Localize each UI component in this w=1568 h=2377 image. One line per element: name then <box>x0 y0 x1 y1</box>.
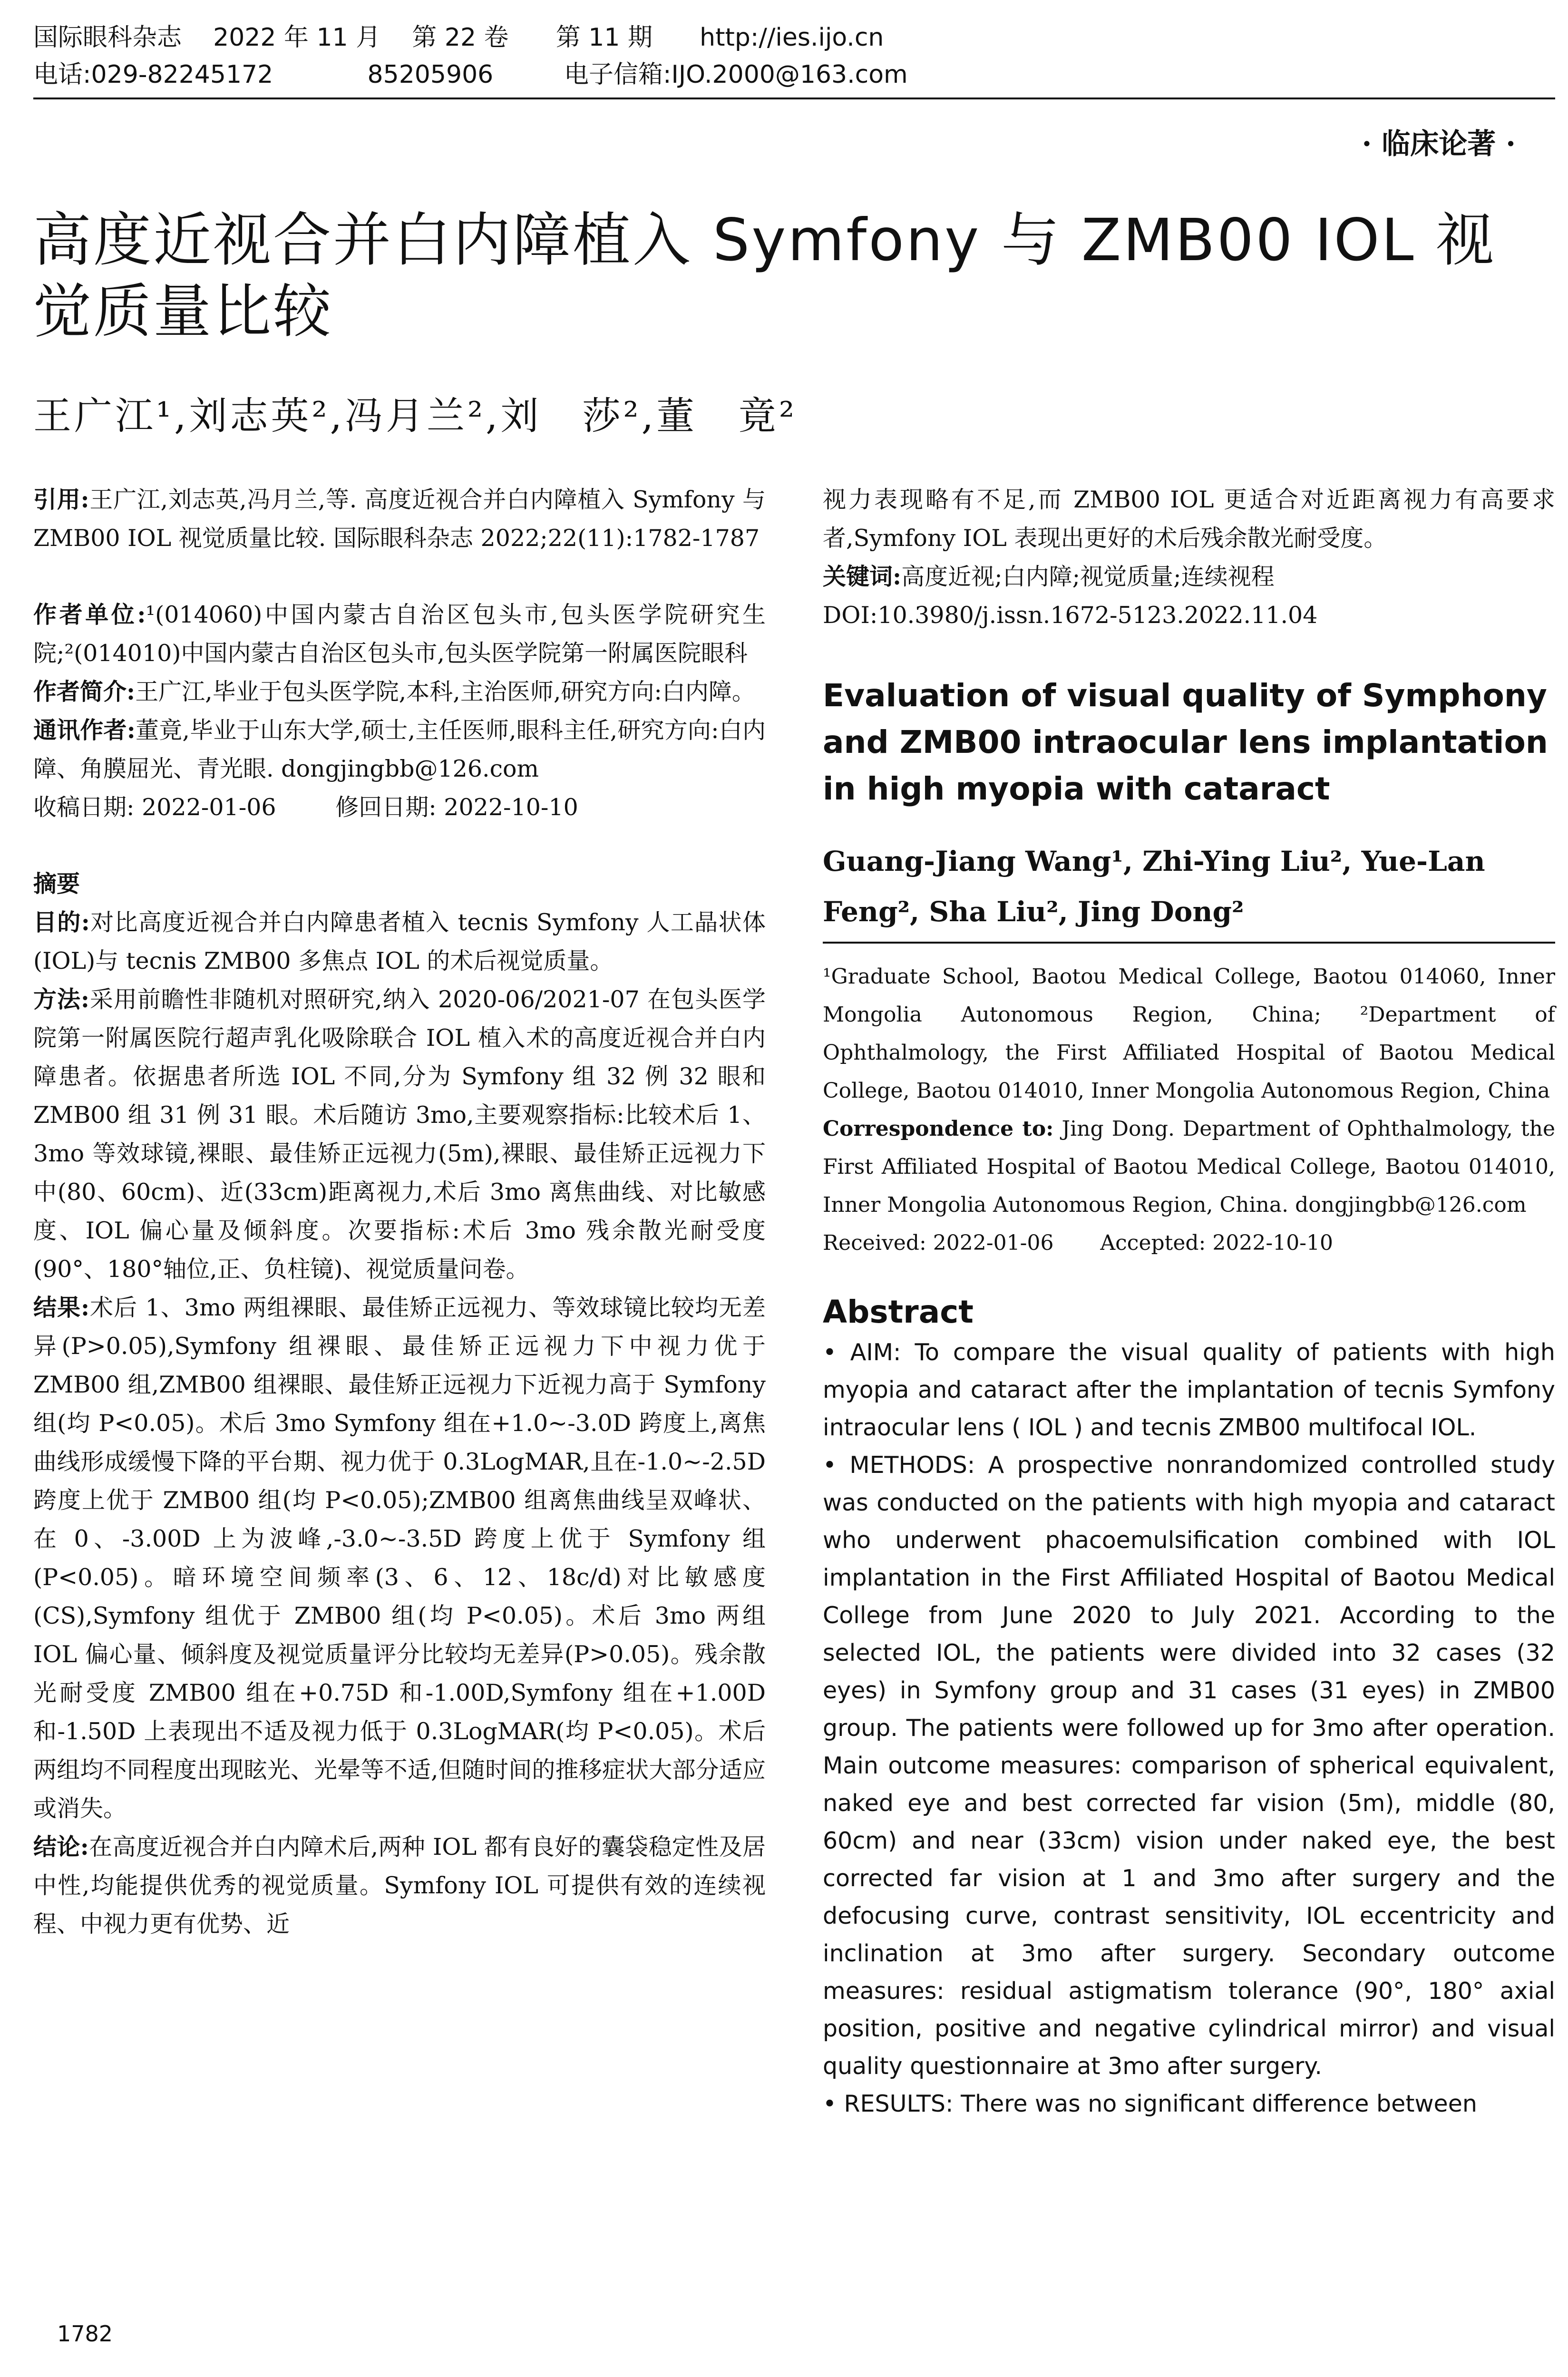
header-line-1: 国际眼科杂志 2022 年 11 月 第 22 卷 第 11 期 http://ies.ijo.cn <box>33 23 884 52</box>
english-methods: • METHODS: A prospective nonrandomized controlled study was conducted on the patients with high myopia and cataract who underwent phacoemulsification combined with IOL implantation in the First Affiliated Hospital of Baotou Medical College from June 2020 to July 2021. According to the selected IOL, the patients were divided into 32 cases (32 eyes) in Symfony group and 31 cases (31 eyes) in ZMB00 group. The patients were followed up for 3mo after operation. Main outcome measures: comparison of spherical equivalent, naked eye and best corrected far vision (5m), middle (80, 60cm) and near (33cm) vision under naked eye, the best corrected far vision at 1 and 3mo after surgery and the defocusing curve, contrast sensitivity, IOL eccentricity and inclination at 3mo after surgery. Secondary outcome measures: residual astigmatism tolerance (90°, 180° axial position, positive and negative cylindrical mirror) and visual quality questionnaire at 3mo after surgery. <box>823 1452 1555 2080</box>
results-label: 结果: <box>33 1294 90 1321</box>
methods-text: 采用前瞻性非随机对照研究,纳入 2020-06/2021-07 在包头医学院第一附属医院行超声乳化吸除联合 IOL 植入术的高度近视合并白内障患者。依据患者所选 IOL 不同,分为 Symfony 组 32 例 32 眼和 ZMB00 组 31 例 31 眼。术后随访 3mo,主要观察指标:比较术后 1、3mo 等效球镜,裸眼、最佳矫正远视力(5m),裸眼、最佳矫正远视力下中(80、60cm)、近(33cm)距离视力,术后 3mo 离焦曲线、对比敏感度、IOL 偏心量及倾斜度。次要指标:术后 3mo 残余散光耐受度(90°、180°轴位,正、负柱镜)、视觉质量问卷。 <box>33 986 766 1283</box>
conclusion-text: 在高度近视合并白内障术后,两种 IOL 都有良好的囊袋稳定性及居中性,均能提供优秀的视觉质量。Symfony IOL 可提供有效的连续视程、中视力更有优势、近 <box>33 1833 766 1938</box>
citation <box>33 480 766 557</box>
corresponding-author <box>33 711 766 788</box>
page-number: 1782 <box>57 2321 113 2347</box>
authors: 王广江¹,刘志英²,冯月兰²,刘 莎²,董 竟² <box>33 394 798 438</box>
keywords-label: 关键词: <box>823 563 902 590</box>
dates: 收稿日期: 2022-01-06 修回日期: 2022-10-10 <box>33 794 578 821</box>
author-bio-label: 作者简介: <box>33 678 136 705</box>
author-bio-text: 王广江,毕业于包头医学院,本科,主治医师,研究方向:白内障。 <box>135 678 755 705</box>
journal-header <box>33 19 1555 93</box>
citation-text: 王广江,刘志英,冯月兰,等. 高度近视合并白内障植入 Symfony 与 ZMB00 IOL 视觉质量比较. 国际眼科杂志 2022;22(11):1782-1787 <box>33 486 766 552</box>
aim-text: 对比高度近视合并白内障患者植入 tecnis Symfony 人工晶状体(IOL)与 tecnis ZMB00 多焦点 IOL 的术后视觉质量。 <box>33 909 766 974</box>
english-affiliation: ¹Graduate School, Baotou Medical College, Baotou 014060, Inner Mongolia Autonomous Region, China; ²Department of Ophthalmology, the First Affiliated Hospital of Baotou Medical College, Baotou 014010, Inner Mongolia Autonomous Region, China <box>823 964 1555 1103</box>
keywords-text: 高度近视;白内障;视觉质量;连续视程 <box>901 563 1275 590</box>
article-title: 高度近视合并白内障植入 Symfony 与 ZMB00 IOL 视觉质量比较 <box>33 206 1496 345</box>
conclusion-continued: 视力表现略有不足,而 ZMB00 IOL 更适合对近距离视力有高要求者,Symfony IOL 表现出更好的术后残余散光耐受度。 <box>823 486 1555 552</box>
author-bio <box>33 672 766 711</box>
abstract-heading: Abstract <box>823 1294 974 1330</box>
english-results: • RESULTS: There was no significant difference between <box>823 2090 1477 2117</box>
citation-label: 引用: <box>33 486 89 513</box>
affiliation <box>33 595 766 672</box>
section-label: · 临床论著 · <box>1362 127 1516 161</box>
right-column <box>823 480 1555 2123</box>
english-correspondence-text: Jing Dong. Department of Ophthalmology, the First Affiliated Hospital of Baotou Medical College, Baotou 014010, Inner Mongolia Autonomous Region, China. dongjingbb@126.com <box>823 1117 1555 1217</box>
affiliation-label: 作者单位: <box>33 601 146 628</box>
keywords <box>823 557 1555 596</box>
methods <box>33 980 766 1288</box>
left-column <box>33 480 766 1943</box>
english-received: Received: 2022-01-06 Accepted: 2022-10-10 <box>823 1231 1334 1255</box>
conclusion <box>33 1828 766 1943</box>
results-text: 术后 1、3mo 两组裸眼、最佳矫正远视力、等效球镜比较均无差异(P>0.05),Symfony 组裸眼、最佳矫正远视力下中视力优于 ZMB00 组,ZMB00 组裸眼、最佳矫正远视力下近视力高于 Symfony 组(均 P<0.05)。术后 3mo Symfony 组在+1.0~-3.0D 跨度上,离焦曲线形成缓慢下降的平台期、视力优于 0.3LogMAR,且在-1.0~-2.5D 跨度上优于 ZMB00 组(均 P<0.05);ZMB00 组离焦曲线呈双峰状、在 0、-3.00D 上为波峰,-3.0~-3.5D 跨度上优于 Symfony 组(P<0.05)。暗环境空间频率(3、6、12、18c/d)对比敏感度(CS),Symfony 组优于 ZMB00 组(均 P<0.05)。术后 3mo 两组 IOL 偏心量、倾斜度及视觉质量评分比较均无差异(P>0.05)。残余散光耐受度 ZMB00 组在+0.75D 和-1.00D,Symfony 组在+1.00D 和-1.50D 上表现出不适及视力低于 0.3LogMAR(均 P<0.05)。术后两组均不同程度出现眩光、光晕等不适,但随时间的推移症状大部分适应或消失。 <box>33 1294 766 1822</box>
results <box>33 1288 766 1828</box>
aim-label: 目的: <box>33 908 90 936</box>
english-title: Evaluation of visual quality of Symphony and ZMB00 intraocular lens implantation in high myopia with cataract <box>823 677 1548 807</box>
conclusion-label: 结论: <box>33 1833 89 1861</box>
methods-label: 方法: <box>33 985 89 1013</box>
corresponding-author-label: 通讯作者: <box>33 716 136 744</box>
doi: DOI:10.3980/j.issn.1672-5123.2022.11.04 <box>823 602 1318 629</box>
header-rule <box>33 97 1555 99</box>
english-authors-rule <box>823 942 1555 944</box>
english-authors: Guang-Jiang Wang¹, Zhi-Ying Liu², Yue-Lan Feng², Sha Liu², Jing Dong² <box>823 845 1485 928</box>
english-affiliation-block <box>823 958 1555 1262</box>
aim <box>33 903 766 980</box>
english-aim: • AIM: To compare the visual quality of patients with high myopia and cataract after the implantation of tecnis Symfony intraocular lens ( IOL ) and tecnis ZMB00 multifocal IOL. <box>823 1339 1555 1441</box>
header-line-2: 电话:029-82245172 85205906 电子信箱:IJO.2000@163.com <box>33 60 908 89</box>
corresponding-author-text: 董竟,毕业于山东大学,硕士,主任医师,眼科主任,研究方向:白内障、角膜屈光、青光眼. dongjingbb@126.com <box>33 717 766 782</box>
affiliation-text: ¹(014060)中国内蒙古自治区包头市,包头医学院研究生院;²(014010)中国内蒙古自治区包头市,包头医学院第一附属医院眼科 <box>33 601 766 667</box>
abstract-label: 摘要 <box>33 870 80 897</box>
english-correspondence-label: Correspondence to: <box>823 1117 1054 1141</box>
english-correspondence <box>823 1110 1555 1224</box>
